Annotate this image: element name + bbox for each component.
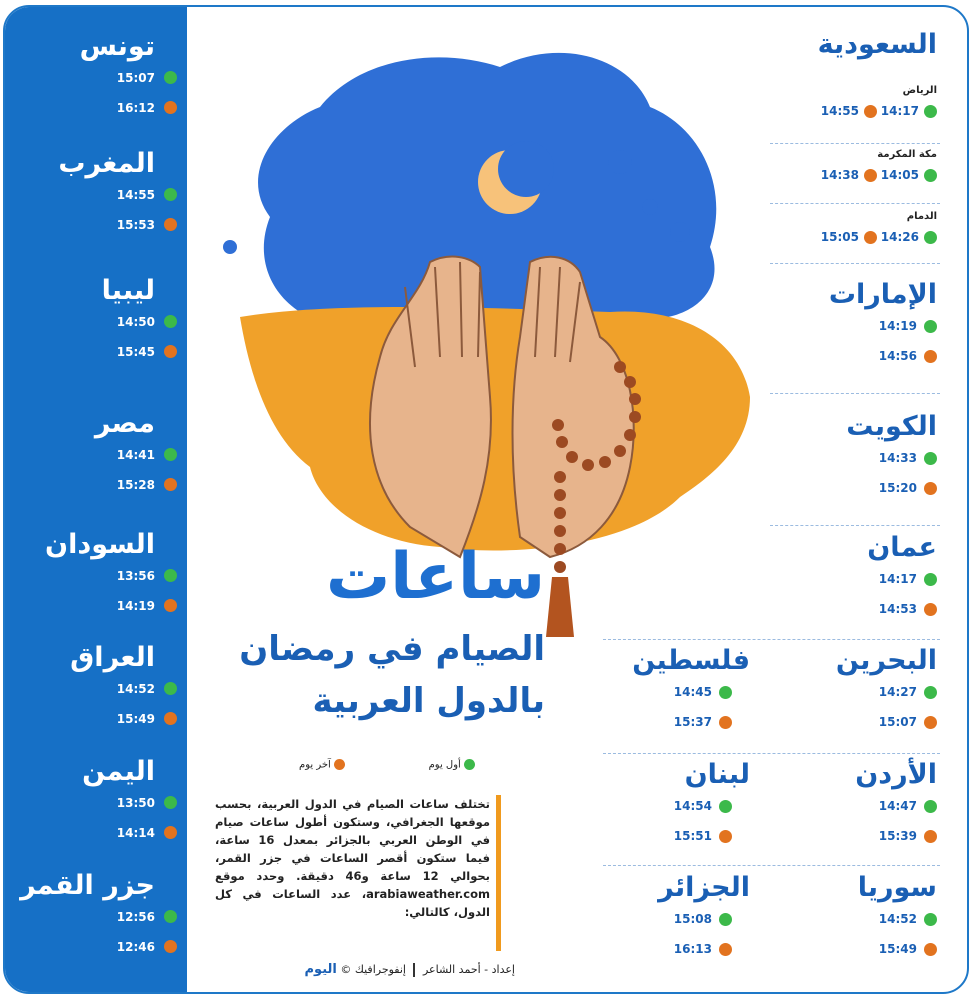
infographic-frame [3, 5, 969, 994]
first-day-row [765, 443, 937, 473]
time-value: 13:56 [116, 569, 155, 583]
orange-dot-icon [164, 599, 177, 612]
country-card [765, 411, 937, 503]
orange-dot-icon [864, 105, 877, 118]
green-dot-icon [164, 569, 177, 582]
paragraph-accent-bar [496, 795, 501, 951]
time-value: 15:45 [116, 345, 155, 359]
country-card [3, 275, 155, 367]
green-dot-icon [464, 759, 475, 770]
time-value: 12:46 [116, 940, 155, 954]
first-day-row [605, 791, 750, 821]
first-day-time [3, 440, 155, 470]
divider [770, 143, 940, 144]
orange-dot-icon [164, 345, 177, 358]
brand-logo: اليوم [304, 962, 337, 977]
divider [603, 865, 940, 866]
city-card [765, 149, 937, 190]
green-dot-icon [164, 796, 177, 809]
first-day-time [3, 902, 155, 932]
country-name: اليمن [82, 756, 155, 787]
orange-dot-icon [334, 759, 345, 770]
first-day-time [3, 180, 155, 210]
green-dot-icon [924, 800, 937, 813]
last-day-time: 15:20 [878, 481, 917, 495]
divider [770, 203, 940, 204]
city-times [765, 96, 937, 126]
last-day-time: 14:55 [820, 104, 859, 118]
first-day-time: 14:54 [673, 799, 712, 813]
time-value: 14:52 [116, 682, 155, 696]
credit-prepared: إعداد - أحمد الشاعر [422, 963, 515, 976]
time-value: 14:55 [116, 188, 155, 202]
green-dot-icon [924, 573, 937, 586]
orange-dot-icon [164, 478, 177, 491]
country-card [3, 408, 155, 500]
time-value: 15:53 [116, 218, 155, 232]
last-day-time: 15:49 [878, 942, 917, 956]
country-card [605, 645, 750, 737]
green-dot-icon [924, 452, 937, 465]
country-card [3, 756, 155, 848]
country-card [605, 872, 750, 964]
first-day-time [3, 674, 155, 704]
orange-dot-icon [924, 716, 937, 729]
time-value: 14:19 [116, 599, 155, 613]
first-day-time: 14:17 [880, 104, 919, 118]
country-name: السعودية [817, 29, 937, 60]
country-card-saudi [765, 29, 937, 61]
divider [770, 263, 940, 264]
time-value: 14:14 [116, 826, 155, 840]
divider [603, 753, 940, 754]
last-day-time [3, 818, 155, 848]
city-times [765, 222, 937, 252]
time-value: 15:49 [116, 712, 155, 726]
green-dot-icon [164, 315, 177, 328]
green-dot-icon [924, 913, 937, 926]
country-name: ليبيا [101, 275, 155, 306]
last-day-time: 15:39 [878, 829, 917, 843]
first-day-row [765, 791, 937, 821]
country-name: فلسطين [632, 645, 750, 676]
country-name: سوريا [857, 872, 937, 903]
orange-dot-icon [164, 940, 177, 953]
first-day-row [765, 677, 937, 707]
orange-dot-icon [924, 830, 937, 843]
intro-paragraph: تختلف ساعات الصيام في الدول العربية، بحسب موقعها الجغرافي، وستكون أطول ساعات صيام في الوطن العربي بالجزائر بمعدل 16 ساعة، فيما ستكون أقصر الساعات في جزر القمر، بحوالي 12 ساعة و46 دقيقة. وحدد موقع arabiaweather.com، عدد الساعات في كل الدول، كالتالي: [215, 797, 491, 919]
first-day-time [3, 63, 155, 93]
last-day-time: 14:56 [878, 349, 917, 363]
orange-dot-icon [719, 830, 732, 843]
green-dot-icon [164, 71, 177, 84]
first-day-row [765, 564, 937, 594]
time-value: 13:50 [116, 796, 155, 810]
last-day-row [765, 594, 937, 624]
legend-label: آخر يوم [299, 759, 331, 771]
last-day-time [3, 210, 155, 240]
time-value: 12:56 [116, 910, 155, 924]
green-dot-icon [924, 231, 937, 244]
country-name: السودان [45, 529, 155, 560]
last-day-time [3, 591, 155, 621]
divider [603, 639, 940, 640]
country-card [3, 642, 155, 734]
orange-paint-splash [240, 307, 750, 550]
last-day-row [765, 707, 937, 737]
first-day-time [3, 788, 155, 818]
city-times [765, 160, 937, 190]
orange-dot-icon [924, 943, 937, 956]
last-day-row [605, 821, 750, 851]
divider [770, 393, 940, 394]
first-day-time: 14:26 [880, 230, 919, 244]
country-name: الإمارات [828, 279, 937, 310]
last-day-row [765, 821, 937, 851]
green-dot-icon [719, 686, 732, 699]
orange-dot-icon [924, 350, 937, 363]
title-line-1: ساعات [325, 540, 545, 614]
last-day-time: 15:51 [673, 829, 712, 843]
time-value: 14:41 [116, 448, 155, 462]
country-name: الكويت [846, 411, 937, 442]
city-name: مكة المكرمة [877, 149, 937, 160]
country-card [3, 870, 155, 962]
orange-dot-icon [719, 943, 732, 956]
country-name: الأردن [855, 759, 937, 790]
divider [770, 525, 940, 526]
green-dot-icon [924, 169, 937, 182]
orange-dot-icon [164, 712, 177, 725]
city-name: الدمام [906, 211, 937, 222]
legend-label: أول يوم [428, 759, 461, 771]
first-day-time [3, 307, 155, 337]
country-name: لبنان [684, 759, 750, 790]
time-value: 14:50 [116, 315, 155, 329]
country-name: مصر [94, 408, 155, 439]
first-day-row [605, 904, 750, 934]
green-dot-icon [164, 910, 177, 923]
legend-last-day [245, 759, 345, 777]
last-day-time: 16:13 [673, 942, 712, 956]
last-day-row [605, 934, 750, 964]
country-card [765, 872, 937, 964]
city-name: الرياض [902, 85, 937, 96]
last-day-row [765, 341, 937, 371]
first-day-row [605, 677, 750, 707]
country-name: العراق [70, 642, 155, 673]
first-day-time: 14:19 [878, 319, 917, 333]
left-countries-column [5, 7, 187, 992]
city-card [765, 85, 937, 126]
last-day-row [765, 934, 937, 964]
orange-dot-icon [924, 603, 937, 616]
first-day-time: 15:08 [673, 912, 712, 926]
first-day-time: 14:05 [880, 168, 919, 182]
green-dot-icon [924, 686, 937, 699]
green-dot-icon [924, 105, 937, 118]
green-dot-icon [719, 913, 732, 926]
last-day-row [605, 707, 750, 737]
country-name: جزر القمر [20, 870, 155, 901]
orange-dot-icon [924, 482, 937, 495]
last-day-time [3, 337, 155, 367]
country-name: تونس [79, 31, 155, 62]
country-card [765, 645, 937, 737]
last-day-time: 14:53 [878, 602, 917, 616]
orange-dot-icon [719, 716, 732, 729]
first-day-time: 14:47 [878, 799, 917, 813]
last-day-time: 15:05 [820, 230, 859, 244]
last-day-time [3, 93, 155, 123]
last-day-time [3, 704, 155, 734]
green-dot-icon [719, 800, 732, 813]
country-name: الجزائر [658, 872, 750, 903]
last-day-time: 15:37 [673, 715, 712, 729]
title-line-3: بالدول العربية [312, 681, 545, 721]
orange-dot-icon [864, 169, 877, 182]
green-dot-icon [164, 448, 177, 461]
last-day-time: 14:38 [820, 168, 859, 182]
country-card [3, 529, 155, 621]
first-day-time [3, 561, 155, 591]
last-day-time: 15:07 [878, 715, 917, 729]
first-day-row [765, 904, 937, 934]
time-value: 16:12 [116, 101, 155, 115]
legend-first-day [375, 759, 475, 777]
orange-dot-icon [164, 826, 177, 839]
green-dot-icon [164, 188, 177, 201]
green-dot-icon [924, 320, 937, 333]
first-day-time: 14:45 [673, 685, 712, 699]
country-name: البحرين [835, 645, 937, 676]
country-card [765, 532, 937, 624]
country-card [605, 759, 750, 851]
last-day-row [765, 473, 937, 503]
green-dot-icon [164, 682, 177, 695]
country-card [3, 31, 155, 123]
last-day-time [3, 470, 155, 500]
country-card [3, 148, 155, 240]
time-value: 15:28 [116, 478, 155, 492]
title-line-2: الصيام في رمضان [239, 629, 545, 669]
credit-line [215, 962, 515, 984]
orange-dot-icon [164, 101, 177, 114]
first-day-time: 14:17 [878, 572, 917, 586]
first-day-time: 14:27 [878, 685, 917, 699]
time-value: 15:07 [116, 71, 155, 85]
divider [413, 963, 415, 977]
first-day-row [765, 311, 937, 341]
first-day-time: 14:33 [878, 451, 917, 465]
orange-dot-icon [164, 218, 177, 231]
orange-dot-icon [864, 231, 877, 244]
first-day-time: 14:52 [878, 912, 917, 926]
country-card [765, 759, 937, 851]
country-name: عمان [867, 532, 937, 563]
country-card [765, 279, 937, 371]
country-name: المغرب [58, 148, 155, 179]
city-card [765, 211, 937, 252]
credit-infographic: إنفوجرافيك © [340, 963, 406, 976]
last-day-time [3, 932, 155, 962]
